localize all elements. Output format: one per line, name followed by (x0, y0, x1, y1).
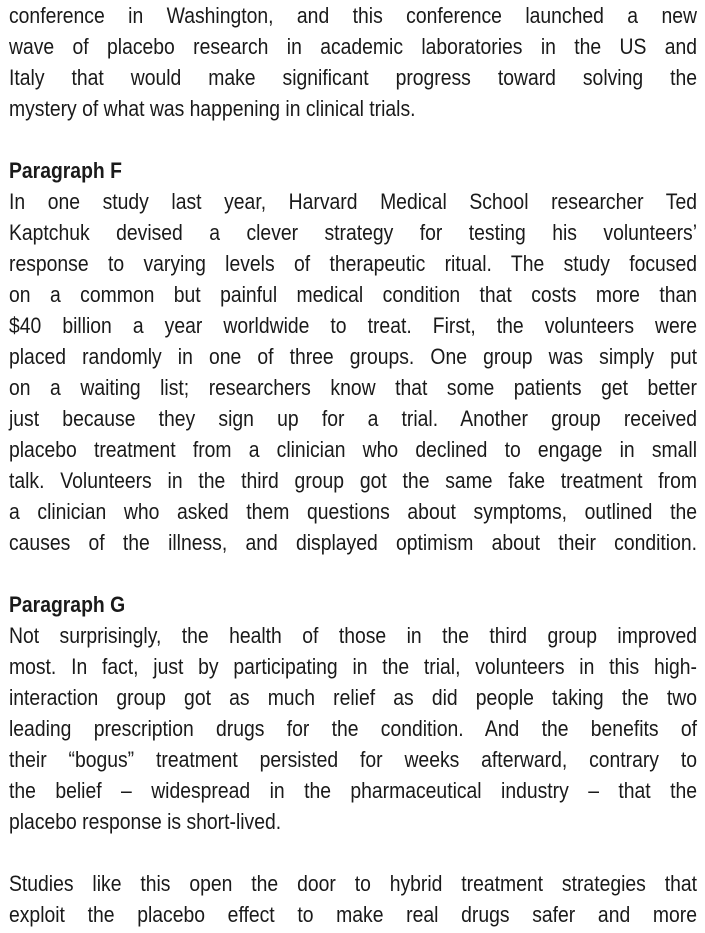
text-line: just because they sign up for a trial. Another group received (9, 406, 697, 431)
section-heading: Paragraph F (9, 158, 122, 183)
paragraph-spacer (9, 124, 697, 155)
text-line: talk. Volunteers in the third group got the same fake treatment from (9, 468, 697, 493)
paragraph-f (9, 155, 697, 558)
text-line: In one study last year, Harvard Medical School researcher Ted (9, 189, 697, 214)
text-line: their “bogus” treatment persisted for weeks afterward, contrary to (9, 747, 697, 772)
text-line: causes of the illness, and displayed optimism about their condition. (9, 530, 697, 555)
text-line: most. In fact, just by participating in the trial, volunteers in this high- (9, 654, 697, 679)
text-line: Kaptchuk devised a clever strategy for testing his volunteers’ (9, 220, 697, 245)
intro-paragraph (9, 0, 697, 124)
text-line: interaction group got as much relief as did people taking the two (9, 685, 697, 710)
text-line: wave of placebo research in academic laboratories in the US and (9, 34, 697, 59)
text-line: exploit the placebo effect to make real drugs safer and more (9, 902, 697, 927)
text-line: Italy that would make significant progress toward solving the (9, 65, 697, 90)
text-line: leading prescription drugs for the condition. And the benefits of (9, 716, 697, 741)
text-line: $40 billion a year worldwide to treat. First, the volunteers were (9, 313, 697, 338)
text-line: placed randomly in one of three groups. One group was simply put (9, 344, 697, 369)
document-page (9, 0, 697, 930)
paragraph-spacer (9, 837, 697, 868)
text-line: the belief – widespread in the pharmaceutical industry – that the (9, 778, 697, 803)
paragraph-spacer (9, 558, 697, 589)
text-line: Not surprisingly, the health of those in the third group improved (9, 623, 697, 648)
text-line: placebo treatment from a clinician who declined to engage in small (9, 437, 697, 462)
closing-paragraph (9, 868, 697, 930)
text-line: mystery of what was happening in clinical trials. (9, 96, 416, 121)
text-line: on a common but painful medical condition that costs more than (9, 282, 697, 307)
text-line: conference in Washington, and this conference launched a new (9, 3, 697, 28)
text-line: on a waiting list; researchers know that some patients get better (9, 375, 697, 400)
text-line: Studies like this open the door to hybrid treatment strategies that (9, 871, 697, 896)
section-heading: Paragraph G (9, 592, 126, 617)
text-line: a clinician who asked them questions about symptoms, outlined the (9, 499, 697, 524)
paragraph-g (9, 589, 697, 837)
text-line: response to varying levels of therapeutic ritual. The study focused (9, 251, 697, 276)
text-line: placebo response is short-lived. (9, 809, 282, 834)
